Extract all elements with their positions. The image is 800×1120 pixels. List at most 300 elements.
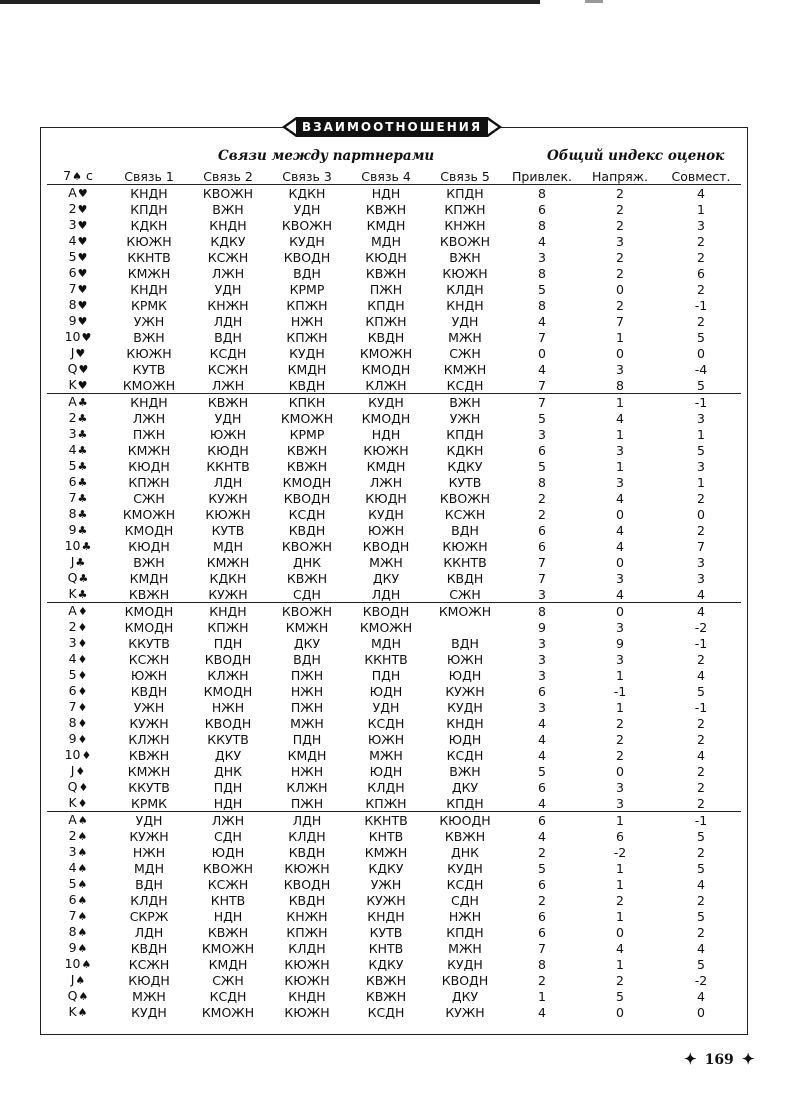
compatibility-cell: 2 [697,779,705,795]
banner-title: ВЗАИМООТНОШЕНИЯ [301,120,483,134]
link-1-cell: КЮДН [128,972,170,988]
tension-cell: 0 [616,345,624,361]
link-3-cell: КПЖН [286,329,328,345]
attraction-cell: 6 [538,683,546,699]
compatibility-cell: -1 [694,699,708,715]
link-4-cell: ККНТВ [347,812,425,829]
link-1-cell: ВДН [135,876,163,892]
card-rank: 4 [68,442,77,457]
tension-cell: 4 [616,490,624,506]
link-1-cell: КМЖН [127,763,171,779]
link-1-cell: КРМК [130,795,168,811]
compatibility-cell: 5 [697,683,705,699]
card-rank: 4 [68,233,77,248]
card-cell [47,554,109,570]
header-link-1: Связь 1 [109,168,189,185]
attraction-cell: 4 [538,313,546,329]
card-cell [47,635,109,651]
link-3-cell: КВОДН [283,490,331,506]
attraction-cell: 7 [538,940,546,956]
link-4-cell: ЮЖН [367,522,405,538]
card-cell [47,828,109,844]
link-5-cell: КЮОДН [425,812,505,829]
card-rank: A [68,394,77,409]
link-3-cell: КРМР [289,426,325,442]
link-4-cell: КВЖН [365,972,407,988]
link-1-cell: КЮЖН [126,233,172,249]
link-2-cell: КНТВ [210,892,246,908]
compatibility-cell: 2 [697,731,705,747]
compatibility-cell: 3 [697,217,705,233]
tension-cell: 3 [616,779,624,795]
link-4-cell: КПЖН [365,313,407,329]
card-rank: A [68,603,77,618]
link-1-cell: КМОДН [124,619,174,635]
card-cell [47,715,109,731]
link-4-cell: МДН [371,635,401,651]
tension-cell: 0 [616,554,624,570]
link-1-cell: КВЖН [128,586,170,602]
compatibility-cell: 4 [697,876,705,892]
link-5-cell: КЮЖН [442,538,488,554]
link-1-cell: ПЖН [132,426,166,442]
attraction-cell: 6 [538,442,546,458]
diamond-icon: ♦ [81,749,92,762]
link-2-cell: КЛЖН [207,667,249,683]
link-4-cell: НДН [371,426,401,442]
table-row [47,506,741,522]
attraction-cell: 4 [538,747,546,763]
link-4-cell: ПДН [371,667,401,683]
attraction-cell: 5 [538,458,546,474]
tension-cell: 1 [579,394,661,411]
compatibility-cell: 2 [697,233,705,249]
attraction-cell: 0 [538,345,546,361]
card-rank: 8 [68,715,77,730]
compatibility-table [47,168,741,1020]
link-5-cell: ДКУ [451,779,479,795]
tension-cell: 2 [616,731,624,747]
link-4-cell: КВОДН [362,538,410,554]
attraction-cell: 7 [505,394,579,411]
link-1-cell: КМОЖН [122,377,176,393]
table-row [47,988,741,1004]
link-1-cell: КЮДН [128,458,170,474]
club-icon: ♣ [77,412,88,425]
header-link-5: Связь 5 [425,168,505,185]
table-row [47,715,741,731]
header-attraction: Привлек. [505,168,579,185]
link-1-cell: УДН [109,812,189,829]
link-1-cell: КЛЖН [128,731,170,747]
link-3-cell: КМДН [287,747,327,763]
compatibility-cell: -1 [661,394,741,411]
compatibility-cell: 4 [697,185,705,201]
link-3-cell: ПЖН [290,699,324,715]
link-2-cell: КВЖН [189,394,267,411]
header-card-num: 7 [63,168,72,183]
table-row [47,185,741,202]
attraction-cell: 4 [538,731,546,747]
table-row [47,892,741,908]
tension-cell: 1 [616,876,624,892]
tension-cell: 7 [616,313,624,329]
link-1-cell: КУЖН [129,715,169,731]
compatibility-cell: 2 [697,795,705,811]
link-2-cell: ДНК [213,763,243,779]
link-4-cell: КНТВ [368,828,404,844]
link-4-cell: МЖН [369,554,403,570]
tension-cell: 1 [616,426,624,442]
ornament-icon: ✦ [684,1050,697,1068]
card-cell [47,731,109,747]
link-3-cell: КЮЖН [284,860,330,876]
card-cell [47,860,109,876]
heart-icon: ♥ [77,299,88,312]
spade-icon: ♠ [77,814,88,827]
link-3-cell: КПЖН [286,297,328,313]
link-4-cell: КСДН [367,1004,405,1020]
link-2-cell: МДН [213,538,243,554]
tension-cell: 2 [616,217,624,233]
page-number: 169 [704,1052,734,1068]
card-rank: 8 [68,506,77,521]
link-1-cell: КНДН [130,281,168,297]
compatibility-cell: 2 [697,522,705,538]
link-4-cell: ЮДН [369,763,403,779]
attraction-cell: 8 [538,185,546,201]
card-cell [47,988,109,1004]
link-4-cell: КУТВ [369,924,403,940]
diamond-icon: ♦ [78,781,89,794]
link-3-cell: КВДН [288,377,326,393]
card-cell [47,779,109,795]
link-4-cell: КУДН [368,506,404,522]
attraction-cell: 4 [538,715,546,731]
compatibility-cell: 0 [697,506,705,522]
attraction-cell: 7 [538,570,546,586]
tension-cell: -2 [613,844,627,860]
link-2-cell: КМЖН [206,554,250,570]
table-row [47,651,741,667]
link-4-cell: КЛЖН [365,377,407,393]
spade-icon: ♠ [77,878,88,891]
card-rank: 8 [68,297,77,312]
table-row [47,924,741,940]
link-1-cell: ККУТВ [128,635,170,651]
link-3-cell: КДКН [288,185,326,201]
card-rank: 9 [68,731,77,746]
diamond-icon: ♦ [77,669,88,682]
compatibility-cell: 7 [697,538,705,554]
link-1-cell: КПЖН [128,474,170,490]
compatibility-cell: 4 [697,586,705,602]
attraction-cell: 8 [538,474,546,490]
spade-icon: ♠ [77,862,88,875]
card-rank: 6 [68,265,77,280]
table-row [47,795,741,812]
link-1-cell: КМОЖН [122,506,176,522]
compatibility-cell: -4 [694,361,708,377]
link-4-cell: КМДН [366,217,406,233]
tension-cell: 3 [616,442,624,458]
table-row [47,538,741,554]
link-5-cell: ЮЖН [446,651,484,667]
link-3-cell: ВДН [293,651,321,667]
link-4-cell: КЮДН [365,490,407,506]
compatibility-cell: 2 [697,281,705,297]
club-icon: ♣ [77,588,88,601]
card-cell [47,763,109,779]
diamond-icon: ♦ [77,733,88,746]
table-row [47,731,741,747]
card-cell [47,506,109,522]
link-2-cell: ЮЖН [209,426,247,442]
link-2-cell: НДН [213,908,243,924]
link-2-cell: КПЖН [207,619,249,635]
card-cell [47,217,109,233]
card-cell [47,538,109,554]
partner-links-heading: Связи между партнерами [218,148,435,164]
tension-cell: 6 [616,828,624,844]
attraction-cell: 4 [538,795,546,811]
link-4-cell: НДН [371,185,401,201]
card-cell [47,345,109,361]
tension-cell: 1 [616,908,624,924]
card-rank: 5 [68,876,77,891]
link-3-cell: НЖН [290,313,324,329]
compatibility-cell: -1 [694,297,708,313]
link-5-cell: КНЖН [444,217,486,233]
table-row [47,394,741,411]
link-5-cell: КНДН [446,715,484,731]
attraction-cell: 8 [538,265,546,281]
club-icon: ♣ [75,556,86,569]
card-rank: 4 [68,651,77,666]
compatibility-cell: 0 [697,1004,705,1020]
link-3-cell: КМЖН [285,619,329,635]
link-5-cell: КДКН [446,442,484,458]
link-4-cell: ДКУ [372,570,400,586]
club-icon: ♣ [77,524,88,537]
link-3-cell: КСДН [288,506,326,522]
link-4-cell: КВЖН [365,988,407,1004]
link-1-cell: КДКН [130,217,168,233]
tension-cell: 0 [579,603,661,620]
card-rank: 6 [68,683,77,698]
header-compatibility: Совмест. [661,168,741,185]
attraction-cell: 8 [538,217,546,233]
compatibility-cell: 2 [697,490,705,506]
club-icon: ♣ [77,508,88,521]
card-cell [47,281,109,297]
link-3-cell: ПЖН [290,795,324,811]
link-2-cell: ПДН [213,635,243,651]
tension-cell: 3 [616,233,624,249]
card-rank: 2 [68,410,77,425]
link-5-cell: УЖН [449,410,481,426]
link-1-cell: ЛДН [134,924,164,940]
club-icon: ♣ [77,444,88,457]
link-3-cell: КПКН [267,394,347,411]
link-3-cell: НЖН [290,763,324,779]
link-5-cell: СДН [451,892,479,908]
tension-cell: -1 [613,683,627,699]
tension-cell: 4 [616,522,624,538]
link-2-cell: КУЖН [208,490,248,506]
attraction-cell: 6 [505,812,579,829]
tension-cell: 2 [616,297,624,313]
link-4-cell: КЛДН [367,779,405,795]
card-rank: 6 [68,892,77,907]
link-5-cell: ЮДН [448,731,482,747]
link-1-cell: НЖН [132,844,166,860]
link-5-cell: КВЖН [444,828,486,844]
link-3-cell: КЛЖН [286,779,328,795]
link-5-cell: КВОДН [441,972,489,988]
link-2-cell: КСЖН [207,361,249,377]
link-4-cell: КВЖН [365,201,407,217]
tension-cell: 2 [616,249,624,265]
link-2-cell: НЖН [211,699,245,715]
compatibility-cell: -2 [694,972,708,988]
link-4-cell: КСДН [367,715,405,731]
link-1-cell: МДН [134,860,164,876]
table-row [47,426,741,442]
link-1-cell: УЖН [133,699,165,715]
link-2-cell: КНЖН [207,297,249,313]
table-row [47,201,741,217]
compatibility-cell: 2 [697,924,705,940]
link-2-cell: ЛЖН [189,812,267,829]
club-icon: ♣ [77,476,88,489]
card-cell [47,683,109,699]
link-3-cell: ДКУ [293,635,321,651]
link-1-cell: КНДН [130,185,168,201]
link-4-cell: КДКУ [368,860,404,876]
heart-icon: ♥ [75,347,86,360]
table-row [47,554,741,570]
table-row [47,233,741,249]
attraction-cell: 9 [538,619,546,635]
link-1-cell: СКРЖ [129,908,169,924]
link-4-cell: КМОДН [361,361,411,377]
compatibility-cell: 4 [697,747,705,763]
link-2-cell: КНДН [209,217,247,233]
card-cell [47,956,109,972]
attraction-cell: 4 [538,828,546,844]
link-2-cell: ККУТВ [207,731,249,747]
card-rank: K [68,377,77,392]
link-5-cell: ВЖН [449,249,481,265]
table-row [47,249,741,265]
card-cell [47,522,109,538]
link-3-cell: СДН [293,586,321,602]
card-cell [47,603,109,620]
card-rank: 5 [68,458,77,473]
link-4-cell: КПДН [367,297,405,313]
link-5-cell: ВДН [451,635,479,651]
card-rank: 10 [64,956,81,971]
tension-cell: 2 [616,972,624,988]
tension-cell: 4 [616,586,624,602]
attraction-cell: 6 [538,924,546,940]
spade-icon: ♠ [77,846,88,859]
link-5-cell: ККНТВ [443,554,487,570]
table-row [47,522,741,538]
link-4-cell: КНДН [367,908,405,924]
link-1-cell: КПДН [130,201,168,217]
link-2-cell: КВЖН [207,924,249,940]
link-1-cell: КМЖН [127,442,171,458]
card-rank: 7 [68,490,77,505]
attraction-cell: 7 [538,329,546,345]
attraction-cell: 5 [538,763,546,779]
card-rank: 2 [68,828,77,843]
card-cell [47,410,109,426]
link-1-cell: ККУТВ [128,779,170,795]
heart-icon: ♥ [77,235,88,248]
diamond-icon: ♦ [77,797,88,810]
link-3-cell: МЖН [290,715,324,731]
card-rank: K [68,795,77,810]
link-5-cell: КЮЖН [442,265,488,281]
tension-cell: 4 [616,538,624,554]
attraction-cell: 2 [538,506,546,522]
link-2-cell: КСЖН [207,249,249,265]
link-3-cell: КВОЖН [281,217,333,233]
card-cell [47,265,109,281]
attraction-cell: 3 [538,426,546,442]
link-3-cell: КВОДН [283,876,331,892]
link-2-cell: ЮДН [211,844,245,860]
link-5-cell: ВЖН [449,763,481,779]
card-rank: 9 [68,313,77,328]
table-row [47,876,741,892]
club-icon: ♣ [77,460,88,473]
link-2-cell: КЮЖН [205,506,251,522]
card-rank: 5 [68,667,77,682]
spade-icon: ♠ [77,830,88,843]
compatibility-cell: 5 [697,860,705,876]
link-4-cell: КВЖН [365,265,407,281]
spade-icon: ♠ [77,1006,88,1019]
table-row [47,570,741,586]
attraction-cell: 3 [538,586,546,602]
tension-cell: 0 [616,281,624,297]
link-5-cell: КДКУ [447,458,483,474]
table-row [47,586,741,603]
link-5-cell: КУЖН [445,1004,485,1020]
tension-cell: 1 [579,812,661,829]
compatibility-cell: -1 [694,635,708,651]
compatibility-cell: 3 [697,410,705,426]
section-banner [282,117,502,137]
link-2-cell: УДН [214,281,242,297]
heart-icon: ♥ [77,187,88,200]
link-1-cell: МЖН [132,988,166,1004]
link-3-cell: КВЖН [286,570,328,586]
link-3-cell: КМОЖН [280,410,334,426]
link-5-cell: КНДН [446,297,484,313]
link-1-cell: КУДН [131,1004,167,1020]
compatibility-cell: 2 [697,651,705,667]
attraction-cell: 4 [538,233,546,249]
club-icon: ♣ [77,396,88,409]
compatibility-cell: 6 [697,265,705,281]
tension-cell: 1 [616,329,624,345]
attraction-cell: 5 [538,860,546,876]
